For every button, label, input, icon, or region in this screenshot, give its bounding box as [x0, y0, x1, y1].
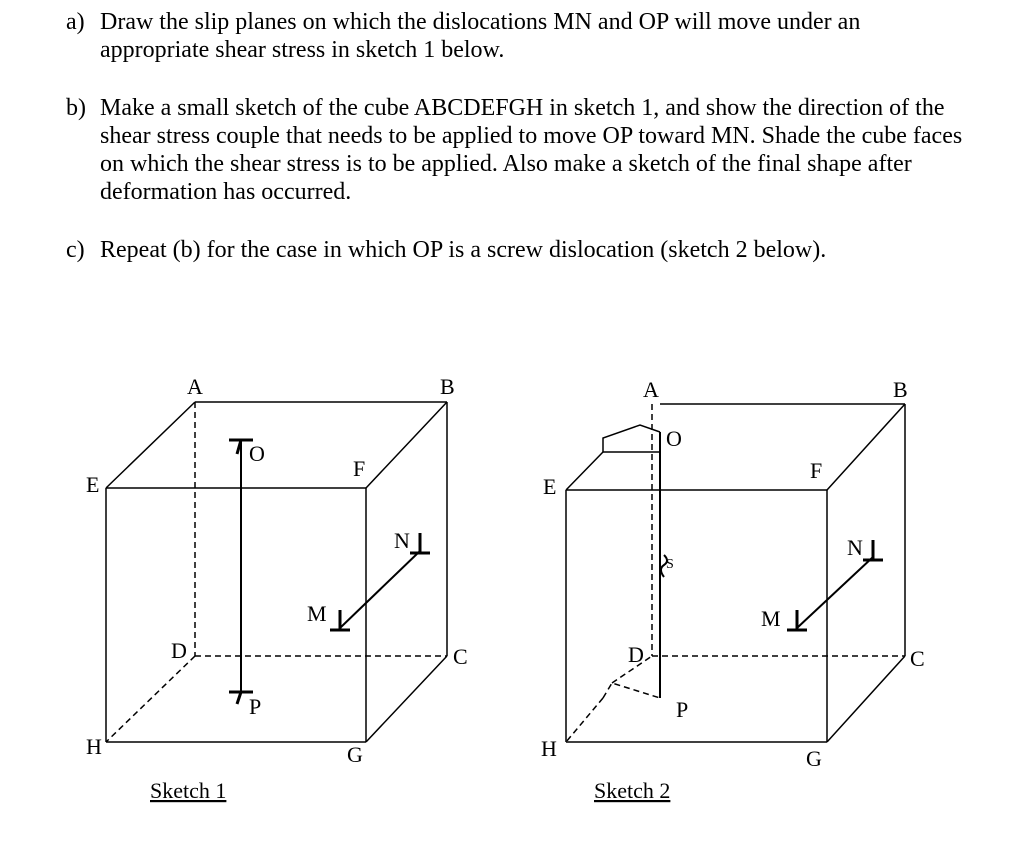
- dislocation-line-MN: [340, 551, 420, 628]
- question-b-line-4: deformation has occurred.: [100, 179, 352, 205]
- s1-vertex-G: G: [347, 742, 363, 767]
- question-c-line-1: Repeat (b) for the case in which OP is a screw dislocation (sketch 2 below).: [100, 237, 827, 263]
- sketch-1-hidden-edges: [106, 402, 447, 742]
- s1-vertex-F: F: [353, 456, 366, 481]
- s2-point-P: P: [676, 697, 689, 722]
- question-b-line-3: on which the shear stress is to be applied. Also make a sketch of the final shape after: [100, 151, 912, 177]
- s2-vertex-H: H: [541, 736, 557, 761]
- question-b-label: b): [66, 95, 86, 121]
- s1-point-O: O: [249, 441, 265, 466]
- edge-AE: [106, 402, 195, 488]
- s1-vertex-C: C: [453, 644, 468, 669]
- s2-vertex-B: B: [893, 377, 908, 402]
- sketch-2: [566, 404, 905, 742]
- s1-point-M: M: [307, 601, 327, 626]
- edge-BF: [366, 402, 447, 488]
- edge-DH: [106, 656, 195, 742]
- dislocation-OP: [229, 440, 253, 704]
- sketch-2-visible-edges: [566, 404, 905, 742]
- question-b-line-2: shear stress couple that needs to be applied to move OP toward MN. Shade the cube faces: [100, 123, 963, 149]
- s2-vertex-F: F: [810, 458, 823, 483]
- question-c-label: c): [66, 237, 85, 263]
- s1-vertex-E: E: [86, 472, 100, 497]
- sketch-2-hidden-edges: [566, 404, 905, 742]
- sketch-1-visible-edges: [106, 402, 447, 742]
- s2-vertex-C: C: [910, 646, 925, 671]
- edge-BF-2: [827, 404, 905, 490]
- edge-AE-2-lower: [566, 452, 603, 490]
- sketch-2-caption: Sketch 2: [594, 778, 671, 803]
- edge-CG: [366, 656, 447, 742]
- s1-vertex-D: D: [171, 638, 187, 663]
- s1-point-P: P: [249, 694, 262, 719]
- perp-stem-P: [237, 692, 241, 704]
- question-a-line-2: appropriate shear stress in sketch 1 below.: [100, 37, 505, 63]
- sketch-1-caption: Sketch 1: [150, 778, 227, 803]
- dislocation-line-MN-2: [797, 557, 873, 628]
- s2-point-M: M: [761, 606, 781, 631]
- s2-point-O: O: [666, 426, 682, 451]
- question-a-label: a): [66, 9, 85, 35]
- s2-point-S: S: [666, 557, 674, 572]
- sketch-2-labels: [541, 377, 925, 803]
- dislocation-MN-2: [787, 540, 883, 630]
- s1-vertex-H: H: [86, 734, 102, 759]
- s2-vertex-D: D: [628, 642, 644, 667]
- s1-vertex-A: A: [187, 374, 203, 399]
- edge-CG-2: [827, 656, 905, 742]
- s2-vertex-A: A: [643, 377, 659, 402]
- s2-vertex-G: G: [806, 746, 822, 771]
- edge-DH-2-lower: [566, 698, 603, 742]
- s1-vertex-B: B: [440, 374, 455, 399]
- question-b-line-1: Make a small sketch of the cube ABCDEFGH in sketch 1, and show the direction of the: [100, 95, 945, 121]
- s2-vertex-E: E: [543, 474, 557, 499]
- screw-offset-bottom: [603, 683, 660, 698]
- question-a-line-1: Draw the slip planes on which the dislocations MN and OP will move under an: [100, 9, 861, 35]
- sketch-1: [106, 402, 447, 742]
- sketch-1-labels: [86, 374, 468, 803]
- s1-point-N: N: [394, 528, 410, 553]
- dislocation-MN: [330, 533, 430, 630]
- s2-point-N: N: [847, 535, 863, 560]
